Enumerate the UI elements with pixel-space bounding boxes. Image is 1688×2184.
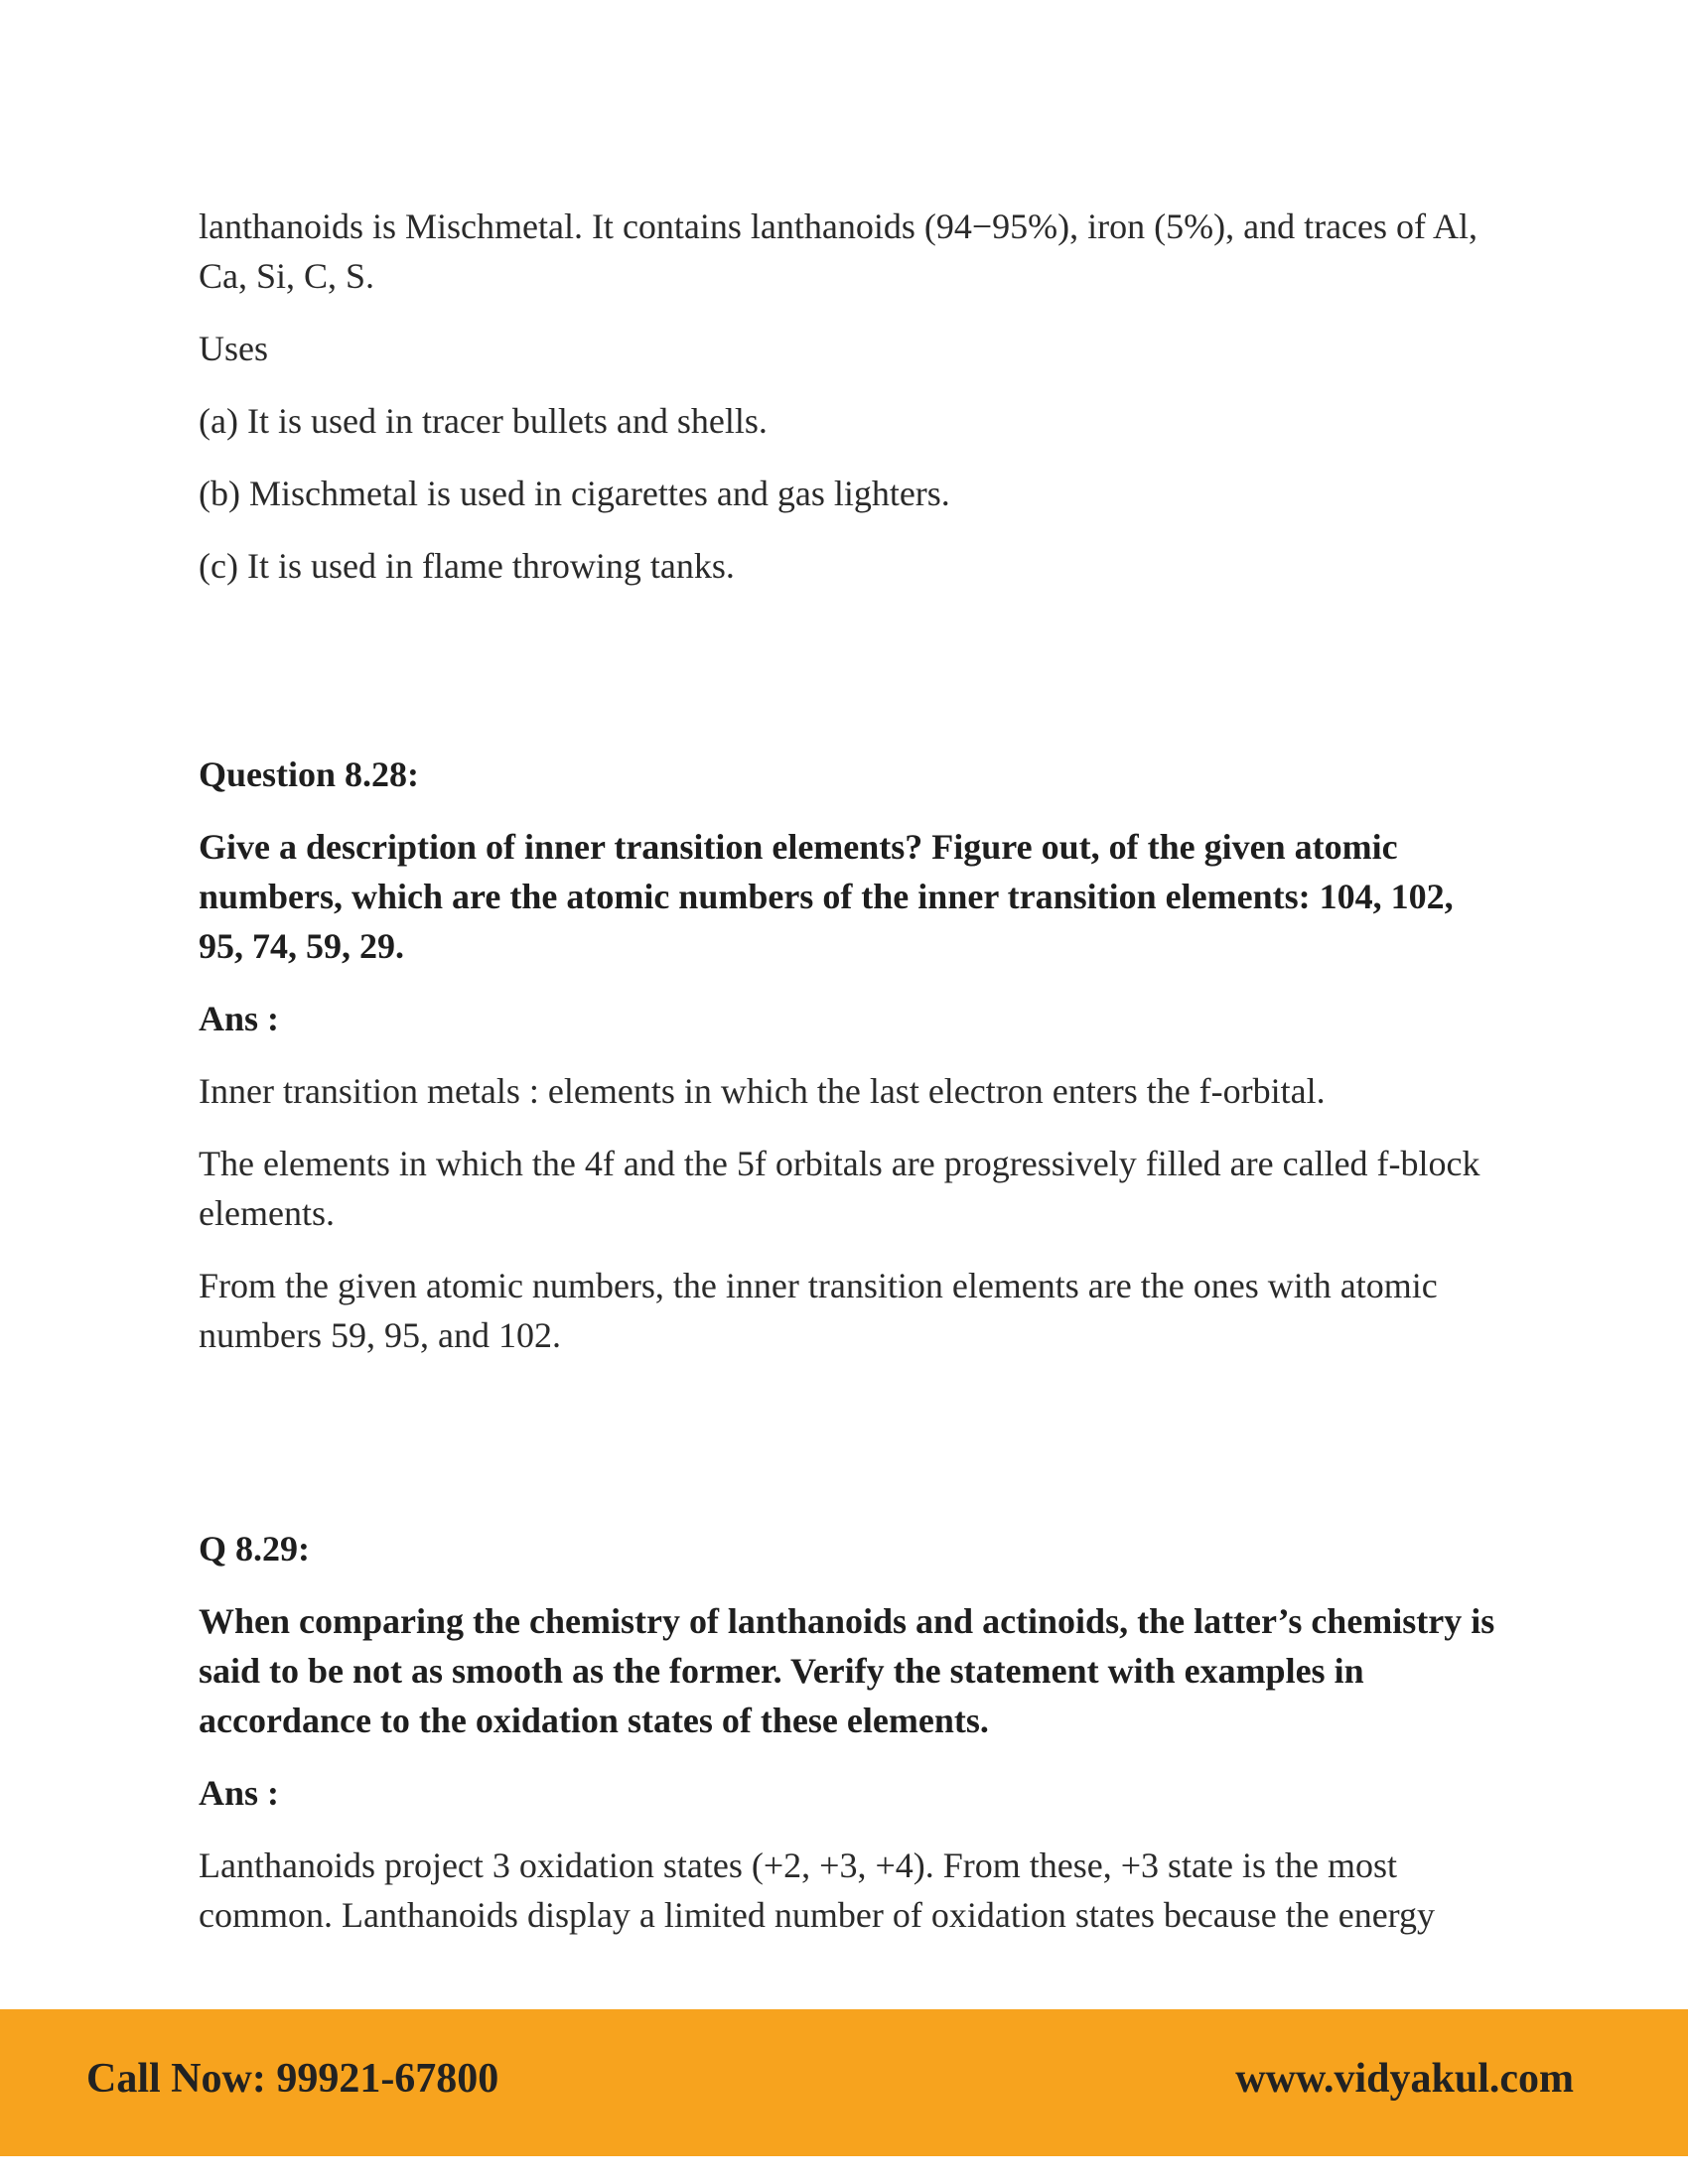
footer-banner	[0, 2009, 1688, 2156]
question-8-29-text: When comparing the chemistry of lanthanoids and actinoids, the latter’s chemistry is said to be not as smooth as the former. Verify the statement with examples in accordance to the oxidation states of these elements.	[199, 1601, 1495, 1740]
answer-8-28-label: Ans :	[199, 999, 280, 1038]
uses-item-b: (b) Mischmetal is used in cigarettes and gas lighters.	[199, 474, 950, 513]
answer-8-28-line-2: The elements in which the 4f and the 5f orbitals are progressively filled are called f-block elements.	[199, 1144, 1480, 1233]
answer-8-29-line-1: Lanthanoids project 3 oxidation states (+2, +3, +4). From these, +3 state is the most common. Lanthanoids display a limited number of oxidation states because the energy	[199, 1845, 1436, 1935]
uses-heading: Uses	[199, 329, 268, 368]
question-8-28-heading: Question 8.28:	[199, 754, 420, 794]
website-link[interactable]: www.vidyakul.com	[1235, 2056, 1574, 2102]
answer-8-28-line-1: Inner transition metals : elements in which the last electron enters the f-orbital.	[199, 1071, 1326, 1111]
uses-item-a: (a) It is used in tracer bullets and shells.	[199, 401, 768, 441]
page-content	[199, 202, 1499, 1963]
answer-8-28-line-3: From the given atomic numbers, the inner transition elements are the ones with atomic numbers 59, 95, and 102.	[199, 1266, 1438, 1355]
intro-paragraph: lanthanoids is Mischmetal. It contains lanthanoids (94−95%), iron (5%), and traces of Al, Ca, Si, C, S.	[199, 206, 1478, 296]
answer-8-29-label: Ans :	[199, 1773, 280, 1813]
question-8-29-heading: Q 8.29:	[199, 1529, 310, 1569]
call-now-text[interactable]: Call Now: 99921-67800	[86, 2056, 499, 2102]
uses-item-c: (c) It is used in flame throwing tanks.	[199, 546, 735, 586]
question-8-28-text: Give a description of inner transition elements? Figure out, of the given atomic numbers, which are the atomic numbers of the inner transition elements: 104, 102, 95, 74, 59, 29.	[199, 827, 1454, 966]
